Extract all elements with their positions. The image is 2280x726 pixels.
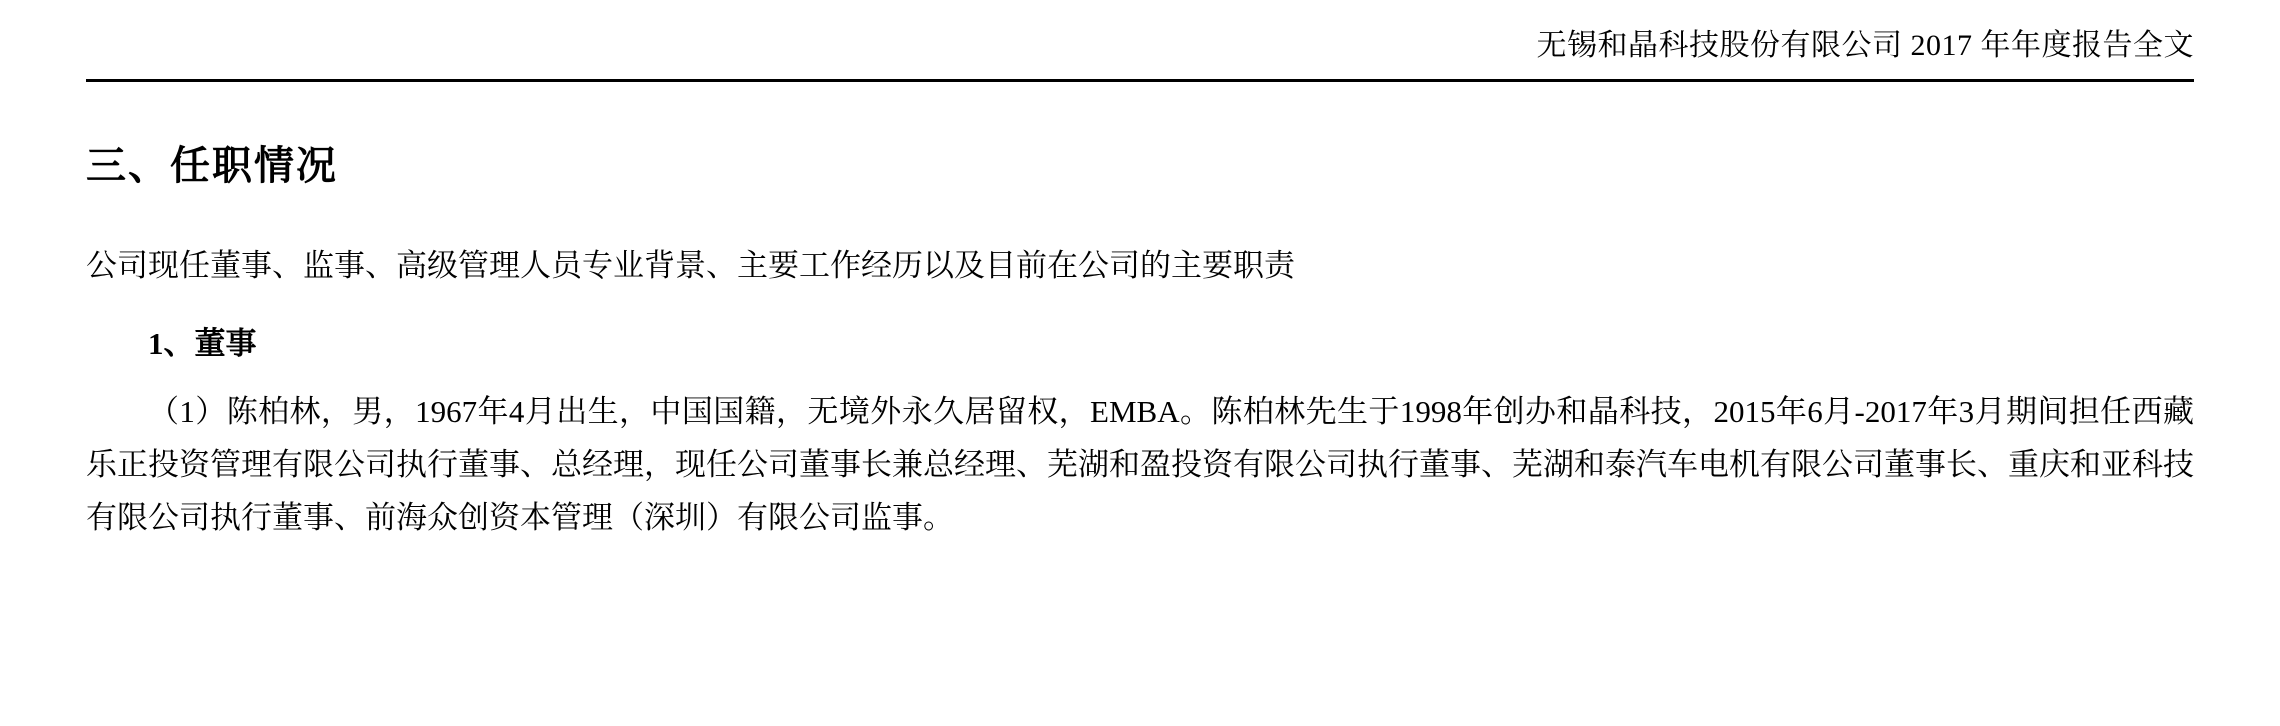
page-header bbox=[86, 0, 2194, 65]
section-heading: 三、任职情况 bbox=[86, 143, 338, 188]
paragraph-director-bio: （1）陈柏林，男，1967年4月出生，中国国籍，无境外永久居留权，EMBA。陈柏林先生于1998年创办和晶科技，2015年6月-2017年3月期间担任西藏乐正投资管理有限公司执行董事、总经理，现任公司董事长兼总经理、芜湖和盈投资有限公司执行董事、芜湖和泰汽车电机有限公司董事长、重庆和亚科技有限公司执行董事、前海众创资本管理（深圳）有限公司监事。 bbox=[86, 393, 2194, 536]
header-divider bbox=[86, 79, 2194, 82]
subsection-heading-directors: 1、董事 bbox=[148, 325, 257, 361]
section-intro-text: 公司现任董事、监事、高级管理人员专业背景、主要工作经历以及目前在公司的主要职责 bbox=[86, 248, 1295, 283]
running-title: 无锡和晶科技股份有限公司 2017 年年度报告全文 bbox=[1536, 29, 2194, 62]
